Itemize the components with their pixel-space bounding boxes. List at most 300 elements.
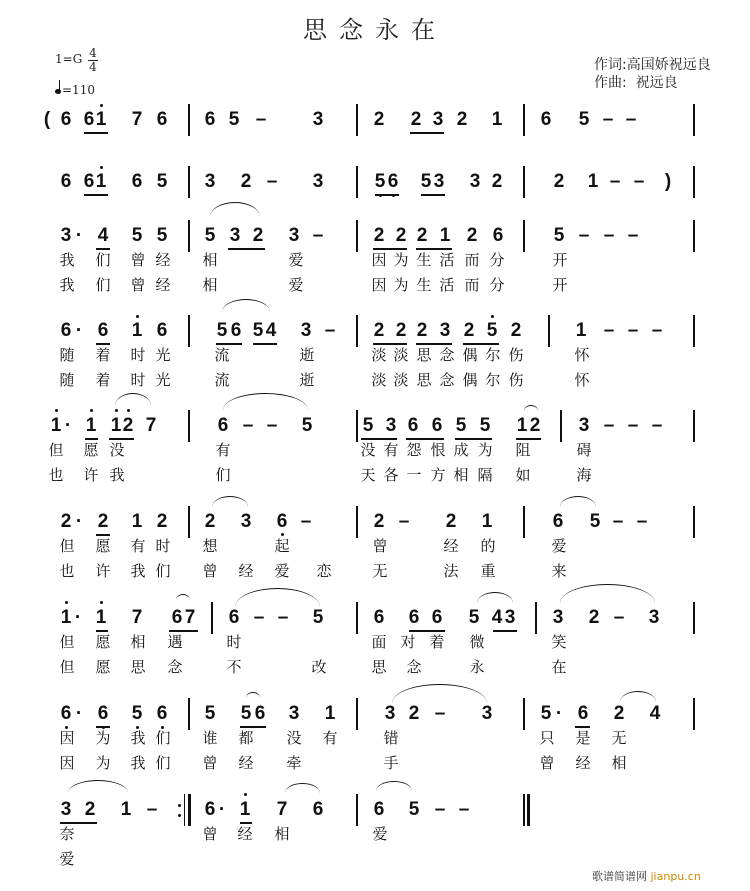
lyric-verse-2: 各 <box>383 466 399 484</box>
note: 7 <box>131 109 143 130</box>
lyric-verse-2: 伤 <box>508 371 524 389</box>
note: – <box>277 607 289 628</box>
lyric-verse-1: 我 <box>130 729 146 747</box>
note: 6 <box>431 415 443 436</box>
note: 1 <box>50 415 62 436</box>
note: 3 <box>504 607 516 628</box>
lyric-verse-2: 相 <box>202 276 218 294</box>
lyric-verse-2: 们 <box>155 754 171 772</box>
note: 6 <box>60 320 72 341</box>
note: 5 <box>216 320 228 341</box>
note: 1 <box>587 171 599 192</box>
note: 6 <box>131 171 143 192</box>
song-title: 思念永在 <box>303 16 447 44</box>
note: 2 <box>588 607 600 628</box>
lyric-verse-1: 是 <box>575 729 591 747</box>
tempo-value: =110 <box>62 83 95 97</box>
lyric-verse-1: 的 <box>480 537 496 555</box>
note: 4 <box>265 320 277 341</box>
lyric-verse-1: 经 <box>237 825 253 843</box>
note: 5 <box>374 171 386 192</box>
lyric-verse-1: 成 <box>453 441 469 459</box>
note: 2 <box>416 320 428 341</box>
lyric-verse-1: 淡 <box>393 346 409 364</box>
slur-arc <box>210 202 260 217</box>
lyric-verse-1: 错 <box>383 729 399 747</box>
lyric-verse-1: 恨 <box>430 441 446 459</box>
low-octave-dot <box>379 194 382 197</box>
lyric-verse-2: 生 <box>416 276 432 294</box>
lyric-verse-1: 相 <box>202 251 218 269</box>
lyric-verse-1: 而 <box>464 251 480 269</box>
bar-line <box>188 315 190 347</box>
lyric-verse-1: 没 <box>360 441 376 459</box>
eighth-underline <box>455 438 492 440</box>
lyric-verse-1: 光 <box>155 346 171 364</box>
note: 2 <box>373 109 385 130</box>
note: 4 <box>491 607 503 628</box>
bar-line <box>535 602 537 634</box>
note: 5 <box>204 225 216 246</box>
note: 6 <box>60 109 72 130</box>
high-octave-dot <box>491 315 494 318</box>
eighth-underline <box>463 343 499 345</box>
note: – <box>458 799 470 820</box>
lyric-verse-2: 爱 <box>59 850 75 868</box>
note: – <box>612 511 624 532</box>
lyric-verse-1: 怨 <box>406 441 422 459</box>
note: 2 <box>60 511 72 532</box>
note: 2 <box>122 415 134 436</box>
bar-line <box>693 166 695 198</box>
lyric-verse-1: 遇 <box>167 633 183 651</box>
lyric-verse-2: 因 <box>371 276 387 294</box>
eighth-underline <box>416 343 452 345</box>
note: 7 <box>276 799 288 820</box>
note: 6 <box>312 799 324 820</box>
eighth-underline <box>96 630 108 632</box>
note: 6 <box>431 607 443 628</box>
lyric-verse-1: 曾 <box>372 537 388 555</box>
final-bar-line-thick <box>527 794 530 826</box>
note: 1 <box>120 799 132 820</box>
eighth-underline <box>575 726 590 728</box>
note: 6 <box>156 703 168 724</box>
final-bar-line-thin <box>523 794 525 826</box>
note: 1 <box>131 320 143 341</box>
lyric-verse-1: 对 <box>400 633 416 651</box>
lyric-verse-1: 无 <box>611 729 627 747</box>
key-signature: 1=G <box>55 52 83 66</box>
note: 2 <box>240 171 252 192</box>
note: – <box>434 799 446 820</box>
eighth-underline <box>84 132 108 134</box>
bar-line <box>188 506 190 538</box>
note: 3 <box>552 607 564 628</box>
slur-arc <box>235 588 320 607</box>
lyric-verse-1: 爱 <box>288 251 304 269</box>
note: 2 <box>463 320 475 341</box>
lyric-verse-1: 相 <box>130 633 146 651</box>
note: 7 <box>131 607 143 628</box>
lyric-verse-2: 逝 <box>299 371 315 389</box>
note: 2 <box>395 320 407 341</box>
note: 5 <box>455 415 467 436</box>
note: 3 <box>439 320 451 341</box>
note: 1 <box>491 109 503 130</box>
note: – <box>603 320 615 341</box>
note: 6 <box>228 607 240 628</box>
lyric-verse-2: 思 <box>371 658 387 676</box>
lyric-verse-2: 们 <box>95 276 111 294</box>
lyric-verse-2: 们 <box>155 562 171 580</box>
note: 2 <box>529 415 541 436</box>
lyric-verse-2: 方 <box>430 466 446 484</box>
lyric-verse-1: 有 <box>130 537 146 555</box>
bar-line <box>356 698 358 730</box>
lyric-verse-2: 不 <box>226 658 242 676</box>
lyric-verse-1: 们 <box>95 251 111 269</box>
eighth-underline <box>493 630 517 632</box>
high-octave-dot <box>136 315 139 318</box>
note: · <box>75 511 83 532</box>
note: 5 <box>540 703 552 724</box>
note: 3 <box>384 703 396 724</box>
lyric-verse-1: 但 <box>48 441 64 459</box>
note: 6 <box>407 415 419 436</box>
lyric-verse-1: 经 <box>443 537 459 555</box>
note: 4 <box>649 703 661 724</box>
lyric-verse-1: 爱 <box>551 537 567 555</box>
lyric-verse-1: 奈 <box>59 825 75 843</box>
note: 3 <box>578 415 590 436</box>
lyric-verse-2: 念 <box>406 658 422 676</box>
lyric-verse-1: 笑 <box>551 633 567 651</box>
lyric-verse-1: 但 <box>59 537 75 555</box>
lyric-verse-2: 我 <box>130 562 146 580</box>
note: 6 <box>408 607 420 628</box>
eighth-underline <box>84 194 108 196</box>
note: 6 <box>217 415 229 436</box>
lyric-verse-1: 尔 <box>485 346 501 364</box>
lyric-verse-2: 们 <box>215 466 231 484</box>
lyric-verse-2: 相 <box>611 754 627 772</box>
note: 2 <box>252 225 264 246</box>
slur-arc <box>212 496 248 507</box>
bar-line <box>560 410 562 442</box>
lyric-verse-2: 尔 <box>485 371 501 389</box>
bar-line <box>188 698 190 730</box>
note: 1 <box>95 171 107 192</box>
lyric-verse-2: 牵 <box>286 754 302 772</box>
lyric-verse-1: 愿 <box>95 633 111 651</box>
lyric-verse-2: 怀 <box>574 371 590 389</box>
lyric-verse-2: 经 <box>155 276 171 294</box>
lyric-verse-2: 随 <box>59 371 75 389</box>
lyric-verse-1: 阻 <box>515 441 531 459</box>
bar-line <box>188 410 190 442</box>
bar-line <box>356 794 358 826</box>
note: – <box>636 511 648 532</box>
note: 5 <box>252 320 264 341</box>
lyric-verse-1: 逝 <box>299 346 315 364</box>
note: 7 <box>145 415 157 436</box>
note: 6 <box>230 320 242 341</box>
note: – <box>255 109 267 130</box>
note: 5 <box>156 171 168 192</box>
note: 6 <box>276 511 288 532</box>
lyric-verse-1: 活 <box>439 251 455 269</box>
lyric-verse-2: 也 <box>59 562 75 580</box>
note: 3 <box>648 607 660 628</box>
slur-arc <box>285 783 320 793</box>
lyric-verse-2: 但 <box>59 658 75 676</box>
note: 6 <box>156 320 168 341</box>
eighth-underline <box>416 248 452 250</box>
bar-line <box>693 506 695 538</box>
lyric-verse-2: 恋 <box>316 562 332 580</box>
note: 5 <box>131 703 143 724</box>
lyric-verse-2: 着 <box>95 371 111 389</box>
note: 3 <box>312 109 324 130</box>
note: 2 <box>491 171 503 192</box>
lyric-verse-1: 谁 <box>202 729 218 747</box>
eighth-underline <box>60 822 97 824</box>
lyric-verse-1: 流 <box>214 346 230 364</box>
eighth-underline <box>96 343 110 345</box>
bar-line <box>356 506 358 538</box>
note: 5 <box>240 703 252 724</box>
lyric-verse-2: 时 <box>130 371 146 389</box>
note: 1 <box>481 511 493 532</box>
lyric-verse-2: 偶 <box>462 371 478 389</box>
note: 5 <box>553 225 565 246</box>
note: 6 <box>83 171 95 192</box>
note: 6 <box>97 703 109 724</box>
bar-line <box>211 602 213 634</box>
lyric-verse-2: 爱 <box>288 276 304 294</box>
lyric-verse-2: 光 <box>155 371 171 389</box>
repeat-dot <box>178 814 181 817</box>
slur-arc <box>115 393 151 406</box>
note: 5 <box>479 415 491 436</box>
composer-credit: 作曲: 祝远良 <box>594 75 678 91</box>
high-octave-dot <box>115 409 118 412</box>
bar-line <box>188 166 190 198</box>
lyricist-credit: 作词:高国娇祝远良 <box>594 57 711 73</box>
lyric-verse-2: 隔 <box>477 466 493 484</box>
bar-line <box>356 410 358 442</box>
lyric-verse-2: 念 <box>439 371 455 389</box>
low-octave-dot <box>281 533 284 536</box>
note: 2 <box>204 511 216 532</box>
note: · <box>555 703 563 724</box>
note: 6 <box>387 171 399 192</box>
note: 2 <box>510 320 522 341</box>
note: 3 <box>385 415 397 436</box>
lyric-verse-2: 手 <box>383 754 399 772</box>
high-octave-dot <box>55 409 58 412</box>
lyric-verse-1: 为 <box>95 729 111 747</box>
eighth-underline <box>421 194 445 196</box>
bar-line <box>356 315 358 347</box>
note: – <box>613 607 625 628</box>
note: – <box>625 109 637 130</box>
lyric-verse-1: 偶 <box>462 346 478 364</box>
lyric-verse-2: 淡 <box>371 371 387 389</box>
bar-line <box>548 315 550 347</box>
note: 5 <box>362 415 374 436</box>
bar-line <box>693 698 695 730</box>
note: ) <box>664 171 672 192</box>
note: · <box>75 703 83 724</box>
lyric-verse-2: 淡 <box>393 371 409 389</box>
note: – <box>602 109 614 130</box>
lyric-verse-1: 面 <box>371 633 387 651</box>
note: 3 <box>433 171 445 192</box>
note: – <box>434 703 446 724</box>
lyric-verse-2: 爱 <box>274 562 290 580</box>
note: 3 <box>300 320 312 341</box>
eighth-underline <box>361 438 397 440</box>
eighth-underline <box>169 630 198 632</box>
note: 1 <box>85 415 97 436</box>
lyric-verse-2: 法 <box>443 562 459 580</box>
lyric-verse-2: 在 <box>551 658 567 676</box>
high-octave-dot <box>100 166 103 169</box>
note: 2 <box>97 511 109 532</box>
bar-line <box>693 104 695 136</box>
note: 1 <box>516 415 528 436</box>
note: 6 <box>540 109 552 130</box>
slur-arc <box>392 684 487 703</box>
note: 2 <box>373 225 385 246</box>
lyric-verse-1: 怀 <box>574 346 590 364</box>
slur-arc <box>560 584 655 603</box>
slur-arc <box>223 393 308 410</box>
bar-line <box>523 506 525 538</box>
repeat-dot <box>178 804 181 807</box>
bar-line <box>693 315 695 347</box>
lyric-verse-2: 我 <box>59 276 75 294</box>
note: 5 <box>578 109 590 130</box>
note: 6 <box>60 703 72 724</box>
note: 6 <box>83 109 95 130</box>
note: 3 <box>60 225 72 246</box>
note: 5 <box>486 320 498 341</box>
note: 5 <box>468 607 480 628</box>
lyric-verse-1: 有 <box>322 729 338 747</box>
note: 5 <box>312 607 324 628</box>
lyric-verse-2: 分 <box>489 276 505 294</box>
lyric-verse-1: 时 <box>155 537 171 555</box>
note: 5 <box>204 703 216 724</box>
note: 1 <box>131 511 143 532</box>
lyric-verse-2: 来 <box>551 562 567 580</box>
high-octave-dot <box>100 104 103 107</box>
lyric-verse-2: 曾 <box>539 754 555 772</box>
note: 3 <box>240 511 252 532</box>
lyric-verse-2: 天 <box>360 466 376 484</box>
lyric-verse-1: 开 <box>552 251 568 269</box>
note: 2 <box>613 703 625 724</box>
note: · <box>64 415 72 436</box>
lyric-verse-1: 愿 <box>83 441 99 459</box>
lyric-verse-1: 曾 <box>202 825 218 843</box>
bar-line <box>693 602 695 634</box>
note: 2 <box>408 703 420 724</box>
note: 1 <box>95 607 107 628</box>
eighth-underline <box>373 343 407 345</box>
credits <box>594 56 711 92</box>
eighth-underline <box>109 438 134 440</box>
lyric-verse-1: 为 <box>477 441 493 459</box>
lyric-verse-2: 改 <box>311 658 327 676</box>
lyric-verse-2: 念 <box>167 658 183 676</box>
high-octave-dot <box>127 409 130 412</box>
note: 2 <box>445 511 457 532</box>
note: 3 <box>432 109 444 130</box>
note: 5 <box>420 171 432 192</box>
lyric-verse-1: 想 <box>202 537 218 555</box>
note: 5 <box>156 225 168 246</box>
note: 6 <box>60 171 72 192</box>
lyric-verse-2: 如 <box>515 466 531 484</box>
note: 3 <box>288 703 300 724</box>
note: 6 <box>373 799 385 820</box>
note: – <box>627 225 639 246</box>
lyric-verse-2: 思 <box>130 658 146 676</box>
note: – <box>300 511 312 532</box>
note: 1 <box>110 415 122 436</box>
note: 3 <box>60 799 72 820</box>
eighth-underline <box>516 438 541 440</box>
high-octave-dot <box>65 601 68 604</box>
note: – <box>578 225 590 246</box>
lyric-verse-1: 时 <box>130 346 146 364</box>
lyric-verse-2: 愿 <box>95 658 111 676</box>
lyric-verse-2: 相 <box>453 466 469 484</box>
bar-line <box>356 602 358 634</box>
lyric-verse-2: 许 <box>83 466 99 484</box>
eighth-underline <box>240 822 252 824</box>
time-signature-top: 4 <box>89 46 97 60</box>
lyric-verse-1: 我 <box>59 251 75 269</box>
lyric-verse-1: 碍 <box>576 441 592 459</box>
lyric-verse-2: 也 <box>48 466 64 484</box>
lyric-verse-2: 经 <box>238 562 254 580</box>
note: 2 <box>395 225 407 246</box>
time-signature <box>88 47 98 74</box>
note: 1 <box>239 799 251 820</box>
repeat-bar-line <box>188 794 191 826</box>
eighth-underline <box>240 726 266 728</box>
note: 5 <box>408 799 420 820</box>
note: 6 <box>204 109 216 130</box>
lyric-verse-2: 思 <box>416 371 432 389</box>
lyric-verse-2: 永 <box>469 658 485 676</box>
eighth-underline <box>253 343 277 345</box>
lyric-verse-1: 愿 <box>95 537 111 555</box>
slur-arc <box>246 692 260 698</box>
note: 6 <box>492 225 504 246</box>
lyric-verse-1: 起 <box>274 537 290 555</box>
note: 6 <box>254 703 266 724</box>
lyric-verse-2: 重 <box>480 562 496 580</box>
note: 2 <box>410 109 422 130</box>
lyric-verse-1: 曾 <box>130 251 146 269</box>
note: 2 <box>373 320 385 341</box>
